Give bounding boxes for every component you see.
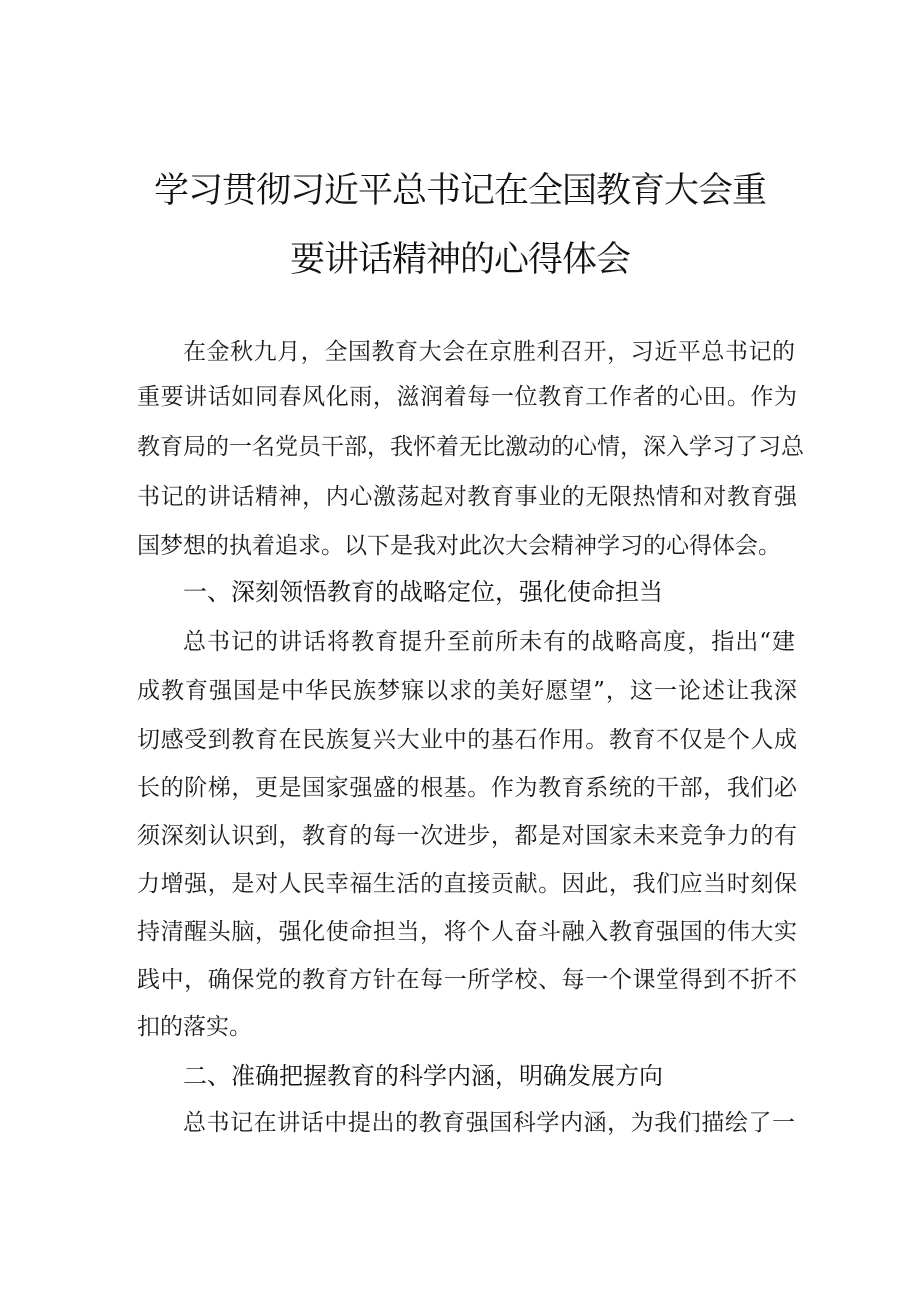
- section2-line: 总书记在讲话中提出的教育强国科学内涵，为我们描绘了一: [183, 1110, 795, 1136]
- section1-line: 力增强，是对人民幸福生活的直接贡献。因此，我们应当时刻保: [137, 871, 797, 897]
- section1-line: 切感受到教育在民族复兴大业中的基石作用。教育不仅是个人成: [137, 727, 797, 753]
- intro-line: 书记的讲话精神，内心激荡起对教育事业的无限热情和对教育强: [137, 484, 797, 510]
- section-heading-1: 一、深刻领悟教育的战略定位，强化使命担当: [183, 578, 663, 606]
- section1-line: 须深刻认识到，教育的每一次进步，都是对国家未来竞争力的有: [137, 823, 797, 849]
- intro-line: 重要讲话如同春风化雨，滋润着每一位教育工作者的心田。作为: [137, 384, 797, 410]
- section1-line: 成教育强国是中华民族梦寐以求的美好愿望”，这一论述让我深: [137, 678, 797, 704]
- document-title-line-1: 学习贯彻习近平总书记在全国教育大会重: [153, 171, 766, 211]
- intro-line: 教育局的一名党员干部，我怀着无比激动的心情，深入学习了习总: [137, 434, 804, 460]
- section1-line: 持清醒头脑，强化使命担当，将个人奋斗融入教育强国的伟大实: [137, 919, 797, 945]
- document-title-line-2: 要讲话精神的心得体会: [289, 240, 630, 280]
- section-heading-2: 二、准确把握教育的科学内涵，明确发展方向: [183, 1062, 663, 1090]
- intro-line: 在金秋九月，全国教育大会在京胜利召开，习近平总书记的: [183, 339, 795, 365]
- section1-line: 扣的落实。: [137, 1014, 252, 1040]
- section1-line: 践中，确保党的教育方针在每一所学校、每一个课堂得到不折不: [137, 967, 797, 993]
- section1-line: 总书记的讲话将教育提升至前所未有的战略高度，指出“建: [183, 629, 795, 655]
- intro-line: 国梦想的执着追求。以下是我对此次大会精神学习的心得体会。: [137, 533, 781, 559]
- section1-line: 长的阶梯，更是国家强盛的根基。作为教育系统的干部，我们必: [137, 775, 797, 801]
